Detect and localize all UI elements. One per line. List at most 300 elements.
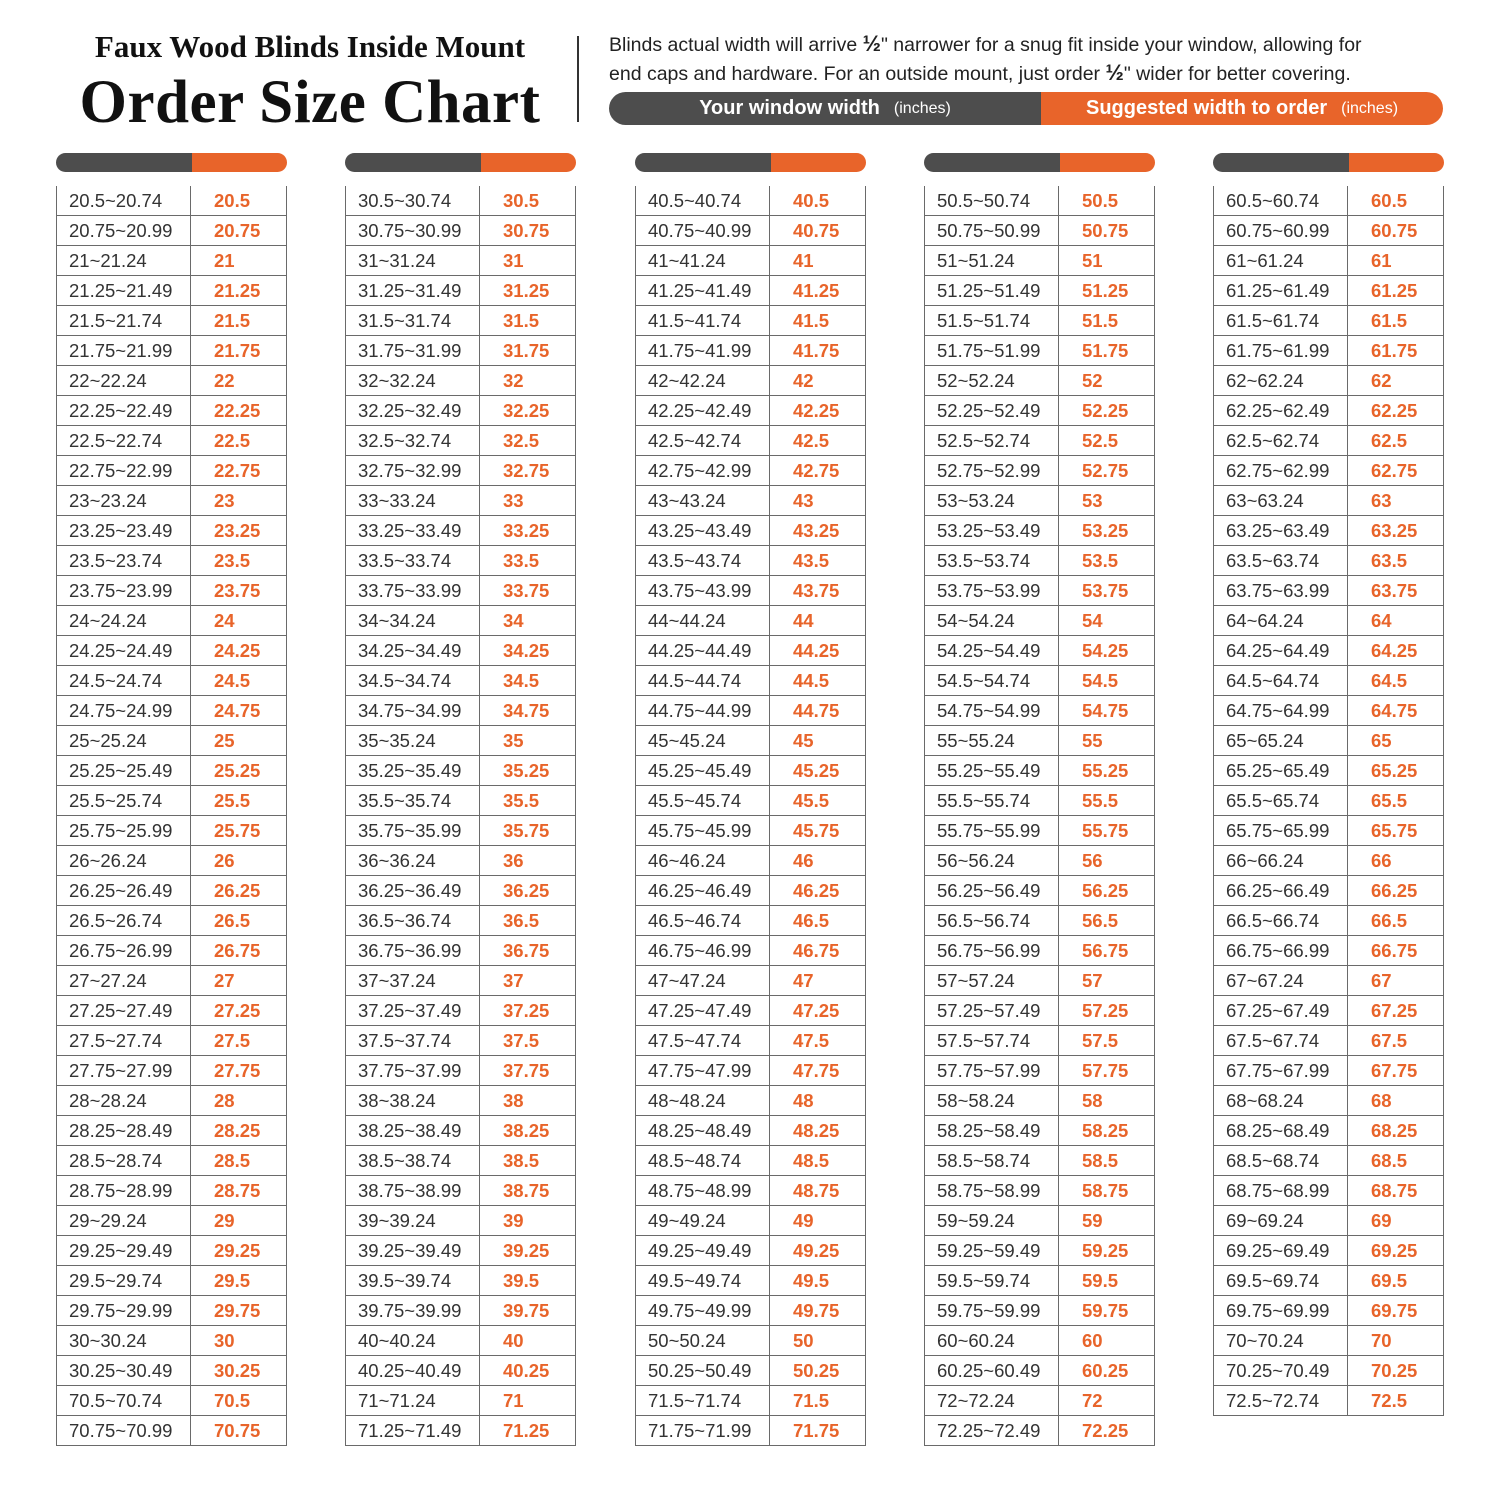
suggested-order-width: 34: [480, 606, 576, 636]
window-width-range: 29.75~29.99: [57, 1296, 191, 1326]
suggested-order-width: 58.5: [1059, 1146, 1155, 1176]
window-width-range: 25.5~25.74: [57, 786, 191, 816]
suggested-order-width: 50.25: [770, 1356, 866, 1386]
window-width-range: 32.25~32.49: [346, 396, 480, 426]
window-width-range: 58~58.24: [925, 1086, 1059, 1116]
window-width-range: 36.5~36.74: [346, 906, 480, 936]
suggested-order-width: 62.5: [1348, 426, 1444, 456]
suggested-order-width: 48.75: [770, 1176, 866, 1206]
window-width-range: 27.75~27.99: [57, 1056, 191, 1086]
table-row: [57, 876, 287, 906]
size-table: [345, 186, 576, 1446]
table-row: [57, 606, 287, 636]
suggested-order-width: 64.25: [1348, 636, 1444, 666]
window-width-range: 39.75~39.99: [346, 1296, 480, 1326]
table-row: [925, 1236, 1155, 1266]
table-row: [57, 1266, 287, 1296]
window-width-range: 66.25~66.49: [1214, 876, 1348, 906]
table-row: [636, 216, 866, 246]
window-width-range: 67.5~67.74: [1214, 1026, 1348, 1056]
table-row: [57, 276, 287, 306]
window-width-range: 54.5~54.74: [925, 666, 1059, 696]
table-row: [346, 936, 576, 966]
window-width-range: 65.25~65.49: [1214, 756, 1348, 786]
window-width-range: 21.5~21.74: [57, 306, 191, 336]
window-width-range: 63.75~63.99: [1214, 576, 1348, 606]
window-width-range: 21.75~21.99: [57, 336, 191, 366]
suggested-order-width: 50.75: [1059, 216, 1155, 246]
window-width-range: 36.25~36.49: [346, 876, 480, 906]
suggested-order-width: 69.5: [1348, 1266, 1444, 1296]
suggested-order-width: 55: [1059, 726, 1155, 756]
window-width-range: 41.5~41.74: [636, 306, 770, 336]
table-row: [346, 546, 576, 576]
window-width-range: 46.25~46.49: [636, 876, 770, 906]
window-width-range: 41.75~41.99: [636, 336, 770, 366]
suggested-order-width: 41.5: [770, 306, 866, 336]
suggested-order-width: 43: [770, 486, 866, 516]
window-width-range: 56.25~56.49: [925, 876, 1059, 906]
table-row: [925, 516, 1155, 546]
window-width-range: 28~28.24: [57, 1086, 191, 1116]
window-width-range: 24~24.24: [57, 606, 191, 636]
table-row: [57, 396, 287, 426]
table-row: [636, 996, 866, 1026]
suggested-order-width: 57.25: [1059, 996, 1155, 1026]
table-row: [57, 1416, 287, 1446]
suggested-order-width: 29.25: [191, 1236, 287, 1266]
suggested-order-width: 34.25: [480, 636, 576, 666]
window-width-range: 48~48.24: [636, 1086, 770, 1116]
suggested-order-width: 44.25: [770, 636, 866, 666]
table-row: [636, 906, 866, 936]
suggested-order-width: 57.5: [1059, 1026, 1155, 1056]
window-width-range: 50.5~50.74: [925, 186, 1059, 216]
window-width-range: 33.25~33.49: [346, 516, 480, 546]
window-width-range: 46.5~46.74: [636, 906, 770, 936]
suggested-order-width: 24.75: [191, 696, 287, 726]
suggested-order-width: 26.75: [191, 936, 287, 966]
window-width-range: 56.75~56.99: [925, 936, 1059, 966]
table-row: [57, 756, 287, 786]
table-row: [925, 336, 1155, 366]
suggested-order-width: 52.25: [1059, 396, 1155, 426]
note-line2-start: end caps and hardware. For an outside mount, just order: [609, 63, 1106, 85]
window-width-range: 71.5~71.74: [636, 1386, 770, 1416]
table-row: [636, 336, 866, 366]
suggested-order-width: 55.5: [1059, 786, 1155, 816]
table-row: [925, 576, 1155, 606]
suggested-order-width: 67.5: [1348, 1026, 1444, 1056]
suggested-order-width: 33.75: [480, 576, 576, 606]
suggested-order-width: 56.75: [1059, 936, 1155, 966]
suggested-order-width: 63.75: [1348, 576, 1444, 606]
table-row: [636, 1326, 866, 1356]
suggested-order-width: 40.75: [770, 216, 866, 246]
window-width-range: 51.5~51.74: [925, 306, 1059, 336]
window-width-range: 24.25~24.49: [57, 636, 191, 666]
suggested-order-width: 58.25: [1059, 1116, 1155, 1146]
table-row: [346, 816, 576, 846]
table-row: [346, 846, 576, 876]
table-row: [1214, 1326, 1444, 1356]
table-row: [925, 186, 1155, 216]
window-width-range: 44~44.24: [636, 606, 770, 636]
window-width-range: 23.5~23.74: [57, 546, 191, 576]
window-width-range: 35.25~35.49: [346, 756, 480, 786]
suggested-order-width: 67.75: [1348, 1056, 1444, 1086]
suggested-order-width: 58: [1059, 1086, 1155, 1116]
table-row: [1214, 726, 1444, 756]
window-width-range: 68.25~68.49: [1214, 1116, 1348, 1146]
suggested-order-width: 71.75: [770, 1416, 866, 1446]
table-row: [346, 186, 576, 216]
table-row: [636, 426, 866, 456]
suggested-order-width: 62.75: [1348, 456, 1444, 486]
table-row: [925, 1206, 1155, 1236]
table-row: [1214, 336, 1444, 366]
table-row: [57, 1146, 287, 1176]
window-width-range: 33.5~33.74: [346, 546, 480, 576]
table-row: [636, 636, 866, 666]
suggested-order-width: 26.25: [191, 876, 287, 906]
table-row: [57, 636, 287, 666]
note-line1-end: " narrower for a snug fit inside your window, allowing for: [880, 34, 1362, 56]
table-row: [57, 666, 287, 696]
suggested-order-width: 21.75: [191, 336, 287, 366]
table-row: [636, 696, 866, 726]
window-width-range: 26~26.24: [57, 846, 191, 876]
table-row: [346, 696, 576, 726]
suggested-order-width: 59.25: [1059, 1236, 1155, 1266]
window-width-range: 46~46.24: [636, 846, 770, 876]
suggested-order-width: 57.75: [1059, 1056, 1155, 1086]
table-row: [57, 1236, 287, 1266]
table-row: [636, 726, 866, 756]
window-width-range: 61.75~61.99: [1214, 336, 1348, 366]
window-width-range: 60~60.24: [925, 1326, 1059, 1356]
table-row: [57, 1026, 287, 1056]
suggested-order-width: 64: [1348, 606, 1444, 636]
table-row: [1214, 516, 1444, 546]
window-width-range: 59~59.24: [925, 1206, 1059, 1236]
suggested-order-width: 63: [1348, 486, 1444, 516]
table-row: [1214, 966, 1444, 996]
suggested-order-width: 50.5: [1059, 186, 1155, 216]
table-row: [346, 1086, 576, 1116]
window-width-range: 59.5~59.74: [925, 1266, 1059, 1296]
suggested-order-width: 27.25: [191, 996, 287, 1026]
window-width-range: 25~25.24: [57, 726, 191, 756]
suggested-order-width: 46.75: [770, 936, 866, 966]
table-row: [636, 1416, 866, 1446]
table-row: [346, 1056, 576, 1086]
suggested-order-width: 21: [191, 246, 287, 276]
suggested-order-width: 59.5: [1059, 1266, 1155, 1296]
suggested-order-width: 45: [770, 726, 866, 756]
suggested-order-width: 32.75: [480, 456, 576, 486]
window-width-range: 53.25~53.49: [925, 516, 1059, 546]
suggested-order-width: 50: [770, 1326, 866, 1356]
table-row: [925, 1056, 1155, 1086]
table-row: [346, 1236, 576, 1266]
table-row: [57, 696, 287, 726]
suggested-order-width: 31.5: [480, 306, 576, 336]
window-width-range: 22.5~22.74: [57, 426, 191, 456]
table-row: [1214, 576, 1444, 606]
suggested-order-width: 64.75: [1348, 696, 1444, 726]
suggested-order-width: 51: [1059, 246, 1155, 276]
table-row: [636, 1146, 866, 1176]
window-width-range: 55~55.24: [925, 726, 1059, 756]
suggested-order-width: 38.5: [480, 1146, 576, 1176]
window-width-range: 21~21.24: [57, 246, 191, 276]
suggested-order-width: 43.5: [770, 546, 866, 576]
table-row: [346, 606, 576, 636]
window-width-range: 53~53.24: [925, 486, 1059, 516]
table-row: [346, 216, 576, 246]
suggested-order-width: 30.75: [480, 216, 576, 246]
suggested-order-width: 60: [1059, 1326, 1155, 1356]
table-row: [346, 246, 576, 276]
table-row: [1214, 1086, 1444, 1116]
suggested-order-width: 23.75: [191, 576, 287, 606]
suggested-order-width: 20.75: [191, 216, 287, 246]
window-width-range: 29~29.24: [57, 1206, 191, 1236]
window-width-range: 26.25~26.49: [57, 876, 191, 906]
table-row: [346, 996, 576, 1026]
window-width-range: 30.75~30.99: [346, 216, 480, 246]
window-width-range: 71.75~71.99: [636, 1416, 770, 1446]
window-width-range: 70.25~70.49: [1214, 1356, 1348, 1386]
suggested-order-width: 42.5: [770, 426, 866, 456]
window-width-range: 32.75~32.99: [346, 456, 480, 486]
window-width-range: 63.25~63.49: [1214, 516, 1348, 546]
suggested-order-width: 72.5: [1348, 1386, 1444, 1416]
table-row: [636, 246, 866, 276]
table-row: [1214, 996, 1444, 1026]
suggested-order-width: 56: [1059, 846, 1155, 876]
table-row: [636, 396, 866, 426]
table-row: [1214, 816, 1444, 846]
suggested-order-width: 49.75: [770, 1296, 866, 1326]
suggested-order-width: 72.25: [1059, 1416, 1155, 1446]
table-row: [346, 1326, 576, 1356]
table-row: [346, 1026, 576, 1056]
window-width-range: 51.25~51.49: [925, 276, 1059, 306]
window-width-range: 43.25~43.49: [636, 516, 770, 546]
window-width-range: 26.5~26.74: [57, 906, 191, 936]
table-row: [925, 666, 1155, 696]
table-row: [346, 906, 576, 936]
table-row: [636, 1206, 866, 1236]
window-width-range: 40.75~40.99: [636, 216, 770, 246]
suggested-order-width: 72: [1059, 1386, 1155, 1416]
suggested-order-width: 29.5: [191, 1266, 287, 1296]
suggested-order-width: 52.5: [1059, 426, 1155, 456]
window-width-range: 24.5~24.74: [57, 666, 191, 696]
table-row: [925, 426, 1155, 456]
suggested-order-width: 51.25: [1059, 276, 1155, 306]
window-width-range: 67.75~67.99: [1214, 1056, 1348, 1086]
suggested-order-width: 35.25: [480, 756, 576, 786]
table-row: [636, 1176, 866, 1206]
suggested-order-width: 54.25: [1059, 636, 1155, 666]
table-row: [1214, 936, 1444, 966]
suggested-order-width: 28.75: [191, 1176, 287, 1206]
window-width-range: 52.75~52.99: [925, 456, 1059, 486]
window-width-range: 42~42.24: [636, 366, 770, 396]
legend-bar: [609, 92, 1443, 125]
window-width-range: 68.75~68.99: [1214, 1176, 1348, 1206]
window-width-range: 69.25~69.49: [1214, 1236, 1348, 1266]
header-divider: [577, 36, 579, 122]
table-row: [57, 1056, 287, 1086]
table-row: [925, 936, 1155, 966]
table-row: [1214, 546, 1444, 576]
window-width-range: 68.5~68.74: [1214, 1146, 1348, 1176]
suggested-order-width: 65.25: [1348, 756, 1444, 786]
suggested-order-width: 37.25: [480, 996, 576, 1026]
window-width-range: 48.25~48.49: [636, 1116, 770, 1146]
window-width-range: 57.75~57.99: [925, 1056, 1059, 1086]
table-row: [636, 816, 866, 846]
window-width-range: 30~30.24: [57, 1326, 191, 1356]
table-row: [346, 1176, 576, 1206]
window-width-range: 69~69.24: [1214, 1206, 1348, 1236]
window-width-range: 54.25~54.49: [925, 636, 1059, 666]
window-width-range: 37.5~37.74: [346, 1026, 480, 1056]
window-width-range: 45.75~45.99: [636, 816, 770, 846]
table-row: [925, 996, 1155, 1026]
table-row: [1214, 636, 1444, 666]
table-row: [346, 876, 576, 906]
table-row: [57, 186, 287, 216]
suggested-order-width: 69: [1348, 1206, 1444, 1236]
suggested-order-width: 24.25: [191, 636, 287, 666]
table-row: [346, 726, 576, 756]
suggested-order-width: 63.5: [1348, 546, 1444, 576]
window-width-range: 33~33.24: [346, 486, 480, 516]
window-width-range: 44.75~44.99: [636, 696, 770, 726]
suggested-order-width: 71.25: [480, 1416, 576, 1446]
window-width-range: 34~34.24: [346, 606, 480, 636]
suggested-order-width: 38: [480, 1086, 576, 1116]
table-row: [1214, 876, 1444, 906]
suggested-order-width: 49.5: [770, 1266, 866, 1296]
window-width-range: 70.5~70.74: [57, 1386, 191, 1416]
suggested-order-width: 46.25: [770, 876, 866, 906]
table-row: [57, 1176, 287, 1206]
suggested-order-width: 41.75: [770, 336, 866, 366]
window-width-range: 64.5~64.74: [1214, 666, 1348, 696]
suggested-order-width: 20.5: [191, 186, 287, 216]
table-row: [57, 726, 287, 756]
suggested-order-width: 43.75: [770, 576, 866, 606]
window-width-range: 28.5~28.74: [57, 1146, 191, 1176]
window-width-range: 51~51.24: [925, 246, 1059, 276]
suggested-order-width: 36.75: [480, 936, 576, 966]
suggested-order-width: 22.75: [191, 456, 287, 486]
suggested-order-width: 36.25: [480, 876, 576, 906]
table-row: [346, 456, 576, 486]
table-row: [925, 366, 1155, 396]
table-row: [925, 246, 1155, 276]
suggested-order-width: 68: [1348, 1086, 1444, 1116]
window-width-range: 40~40.24: [346, 1326, 480, 1356]
window-width-range: 51.75~51.99: [925, 336, 1059, 366]
table-row: [925, 1086, 1155, 1116]
legend-window-width-unit: (inches): [893, 99, 951, 117]
table-row: [1214, 186, 1444, 216]
window-width-range: 25.75~25.99: [57, 816, 191, 846]
table-row: [925, 786, 1155, 816]
suggested-order-width: 27.75: [191, 1056, 287, 1086]
table-row: [1214, 666, 1444, 696]
table-row: [925, 1026, 1155, 1056]
table-row: [57, 1356, 287, 1386]
window-width-range: 43.75~43.99: [636, 576, 770, 606]
suggested-order-width: 68.25: [1348, 1116, 1444, 1146]
table-row: [346, 1266, 576, 1296]
table-row: [57, 576, 287, 606]
window-width-range: 63.5~63.74: [1214, 546, 1348, 576]
column-header-bar: [1213, 153, 1444, 172]
window-width-range: 35.75~35.99: [346, 816, 480, 846]
suggested-order-width: 53.75: [1059, 576, 1155, 606]
suggested-order-width: 31.75: [480, 336, 576, 366]
suggested-order-width: 32: [480, 366, 576, 396]
window-width-range: 69.75~69.99: [1214, 1296, 1348, 1326]
table-row: [925, 1146, 1155, 1176]
table-row: [1214, 366, 1444, 396]
suggested-order-width: 65.75: [1348, 816, 1444, 846]
suggested-order-width: 67: [1348, 966, 1444, 996]
size-table: [1213, 186, 1444, 1416]
table-row: [925, 816, 1155, 846]
suggested-order-width: 28.5: [191, 1146, 287, 1176]
suggested-order-width: 60.25: [1059, 1356, 1155, 1386]
window-width-range: 45.5~45.74: [636, 786, 770, 816]
table-row: [57, 516, 287, 546]
table-row: [57, 426, 287, 456]
window-width-range: 28.75~28.99: [57, 1176, 191, 1206]
window-width-range: 71.25~71.49: [346, 1416, 480, 1446]
table-row: [57, 246, 287, 276]
suggested-order-width: 61: [1348, 246, 1444, 276]
suggested-order-width: 60.75: [1348, 216, 1444, 246]
table-row: [1214, 1026, 1444, 1056]
table-row: [1214, 1296, 1444, 1326]
table-row: [346, 306, 576, 336]
window-width-range: 48.75~48.99: [636, 1176, 770, 1206]
table-row: [346, 1356, 576, 1386]
table-row: [57, 486, 287, 516]
table-row: [57, 936, 287, 966]
table-row: [346, 1296, 576, 1326]
window-width-range: 60.75~60.99: [1214, 216, 1348, 246]
suggested-order-width: 66: [1348, 846, 1444, 876]
window-width-range: 23.75~23.99: [57, 576, 191, 606]
table-row: [636, 1236, 866, 1266]
window-width-range: 47.75~47.99: [636, 1056, 770, 1086]
table-row: [636, 1296, 866, 1326]
legend-window-width: [609, 92, 1041, 125]
suggested-order-width: 33.5: [480, 546, 576, 576]
table-row: [346, 756, 576, 786]
window-width-range: 48.5~48.74: [636, 1146, 770, 1176]
window-width-range: 65.5~65.74: [1214, 786, 1348, 816]
